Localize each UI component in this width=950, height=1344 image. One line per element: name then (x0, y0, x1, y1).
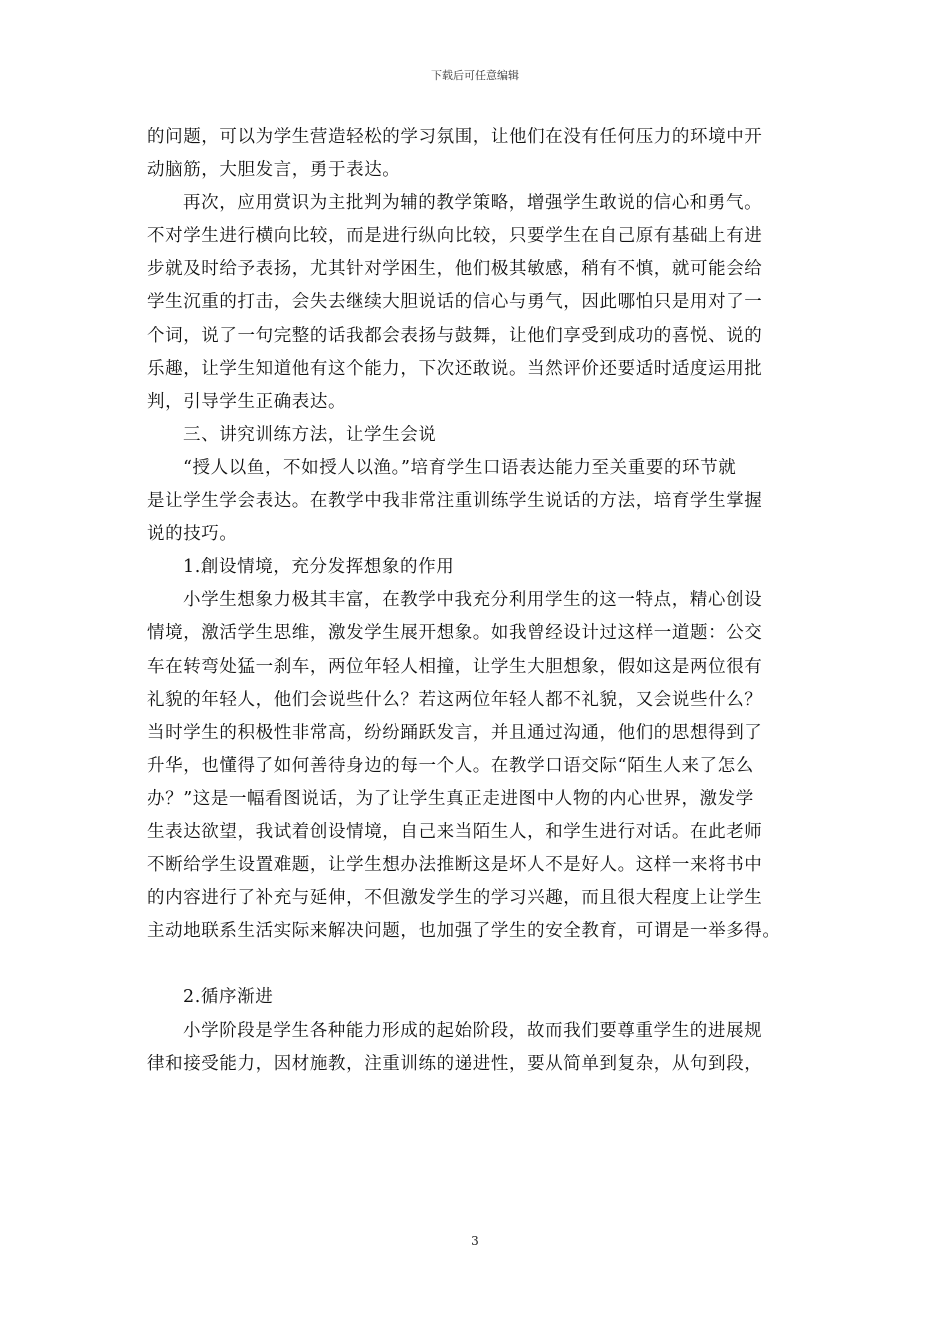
text-line: 小学生想象力极其丰富，在教学中我充分利用学生的这一特点，精心创设 (183, 590, 763, 611)
text-line: 说的技巧。 (147, 524, 238, 545)
text-line: 车在转弯处猛一刹车，两位年轻人相撞，让学生大胆想象，假如这是两位很有 (147, 656, 763, 677)
text-line: 是让学生学会表达。在教学中我非常注重训练学生说话的方法，培育学生掌握 (147, 491, 763, 512)
text-line: “授人以鱼，不如授人以渔。”培育学生口语表达能力至关重要的环节就 (183, 457, 737, 478)
page-number: 3 (471, 1234, 479, 1248)
text-line: 生表达欲望，我试着创设情境，自己来当陌生人，和学生进行对话。在此老师 (147, 821, 763, 842)
document-body (147, 121, 813, 1081)
text-line: 学生沉重的打击，会失去继续大胆说话的信心与勇气，因此哪怕只是用对了一 (147, 292, 763, 313)
text-line: 判，引导学生正确表达。 (147, 391, 347, 412)
text-line: 乐趣，让学生知道他有这个能力，下次还敢说。当然评价还要适时适度运用批 (147, 358, 763, 379)
text-line: 礼貌的年轻人，他们会说些什么？若这两位年轻人都不礼貌，又会说些什么？ (147, 689, 763, 710)
text-line: 的内容进行了补充与延伸，不但激发学生的学习兴趣，而且很大程度上让学生 (147, 888, 763, 909)
text-line: 办？”这是一幅看图说话，为了让学生真正走进图中人物的内心世界，激发学 (147, 788, 754, 809)
text-line: 的问题，可以为学生营造轻松的学习氛围，让他们在没有任何压力的环境中开 (147, 127, 763, 147)
text-line: 升华，也懂得了如何善待身边的每一个人。在教学口语交际“陌生人来了怎么 (147, 755, 754, 776)
text-line: 个词，说了一句完整的话我都会表扬与鼓舞，让他们享受到成功的喜悦、说的 (147, 325, 763, 346)
text-line: 2.循序渐进 (183, 987, 274, 1008)
text-line: 步就及时给予表扬，尤其针对学困生，他们极其敏感，稍有不慎，就可能会给 (147, 259, 763, 280)
text-line: 三、讲究训练方法，让学生会说 (183, 424, 437, 445)
blank-line (147, 948, 813, 981)
text-line: 小学阶段是学生各种能力形成的起始阶段，故而我们要尊重学生的进展规 (183, 1020, 763, 1041)
page-header: 下载后可任意编辑 (431, 69, 519, 82)
text-line: 情境，激活学生思维，激发学生展开想象。如我曾经设计过这样一道题：公交 (147, 623, 763, 644)
text-line: 律和接受能力，因材施教，注重训练的递进性，要从简单到复杂，从句到段， (147, 1053, 763, 1074)
text-line: 不对学生进行横向比较，而是进行纵向比较，只要学生在自己原有基础上有进 (147, 226, 763, 247)
text-line: 动脑筋，大胆发言，勇于表达。 (147, 160, 401, 181)
text-line: 不断给学生设置难题，让学生想办法推断这是坏人不是好人。这样一来将书中 (147, 855, 763, 876)
text-line: 1.創设情境，充分发挥想象的作用 (183, 557, 455, 578)
text-line: 主动地联系生活实际来解决问题，也加强了学生的安全教育，可谓是一举多得。 (147, 921, 781, 942)
text-line: 当时学生的积极性非常高，纷纷踊跃发言，并且通过沟通，他们的思想得到了 (147, 722, 763, 743)
text-line: 再次，应用赏识为主批判为辅的教学策略，增强学生敢说的信心和勇气。 (183, 193, 763, 214)
